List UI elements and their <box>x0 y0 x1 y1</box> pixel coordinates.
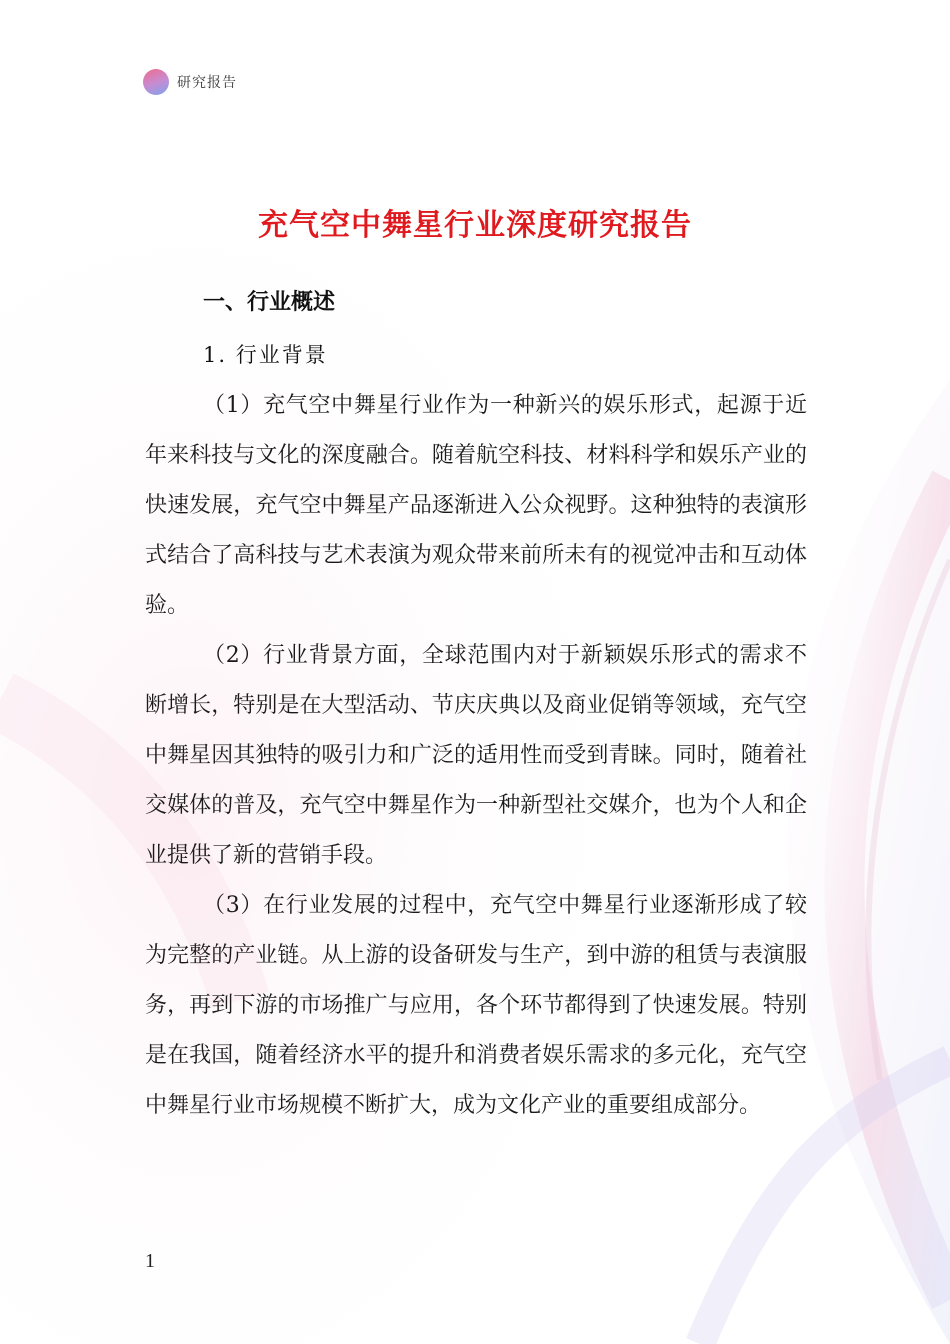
paragraph-2: （2）行业背景方面，全球范围内对于新颖娱乐形式的需求不断增长，特别是在大型活动、节庆庆典以及商业促销等领域，充气空中舞星因其独特的吸引力和广泛的适用性而受到青睐。同时，随着社交媒体的普及，充气空中舞星作为一种新型社交媒介，也为个人和企业提供了新的营销手段。 <box>145 643 807 868</box>
logo-circle-icon <box>143 69 169 95</box>
document-body <box>145 283 807 1131</box>
paragraph-1: （1）充气空中舞星行业作为一种新兴的娱乐形式，起源于近年来科技与文化的深度融合。随着航空科技、材料科学和娱乐产业的快速发展，充气空中舞星产品逐渐进入公众视野。这种独特的表演形式结合了高科技与艺术表演为观众带来前所未有的视觉冲击和互动体验。 <box>145 393 807 618</box>
page-title: 充气空中舞星行业深度研究报告 <box>258 208 692 244</box>
page-number: 1 <box>145 1250 155 1272</box>
section-heading: 一、行业概述 <box>203 290 336 315</box>
paragraph-3: （3）在行业发展的过程中，充气空中舞星行业逐渐形成了较为完整的产业链。从上游的设备研发与生产，到中游的租赁与表演服务，再到下游的市场推广与应用，各个环节都得到了快速发展。特别是在我国，随着经济水平的提升和消费者娱乐需求的多元化，充气空中舞星行业市场规模不断扩大，成为文化产业的重要组成部分。 <box>145 893 807 1118</box>
sub-heading: 1. 行业背景 <box>203 343 328 367</box>
header-label: 研究报告 <box>177 75 237 91</box>
report-header <box>143 68 237 96</box>
